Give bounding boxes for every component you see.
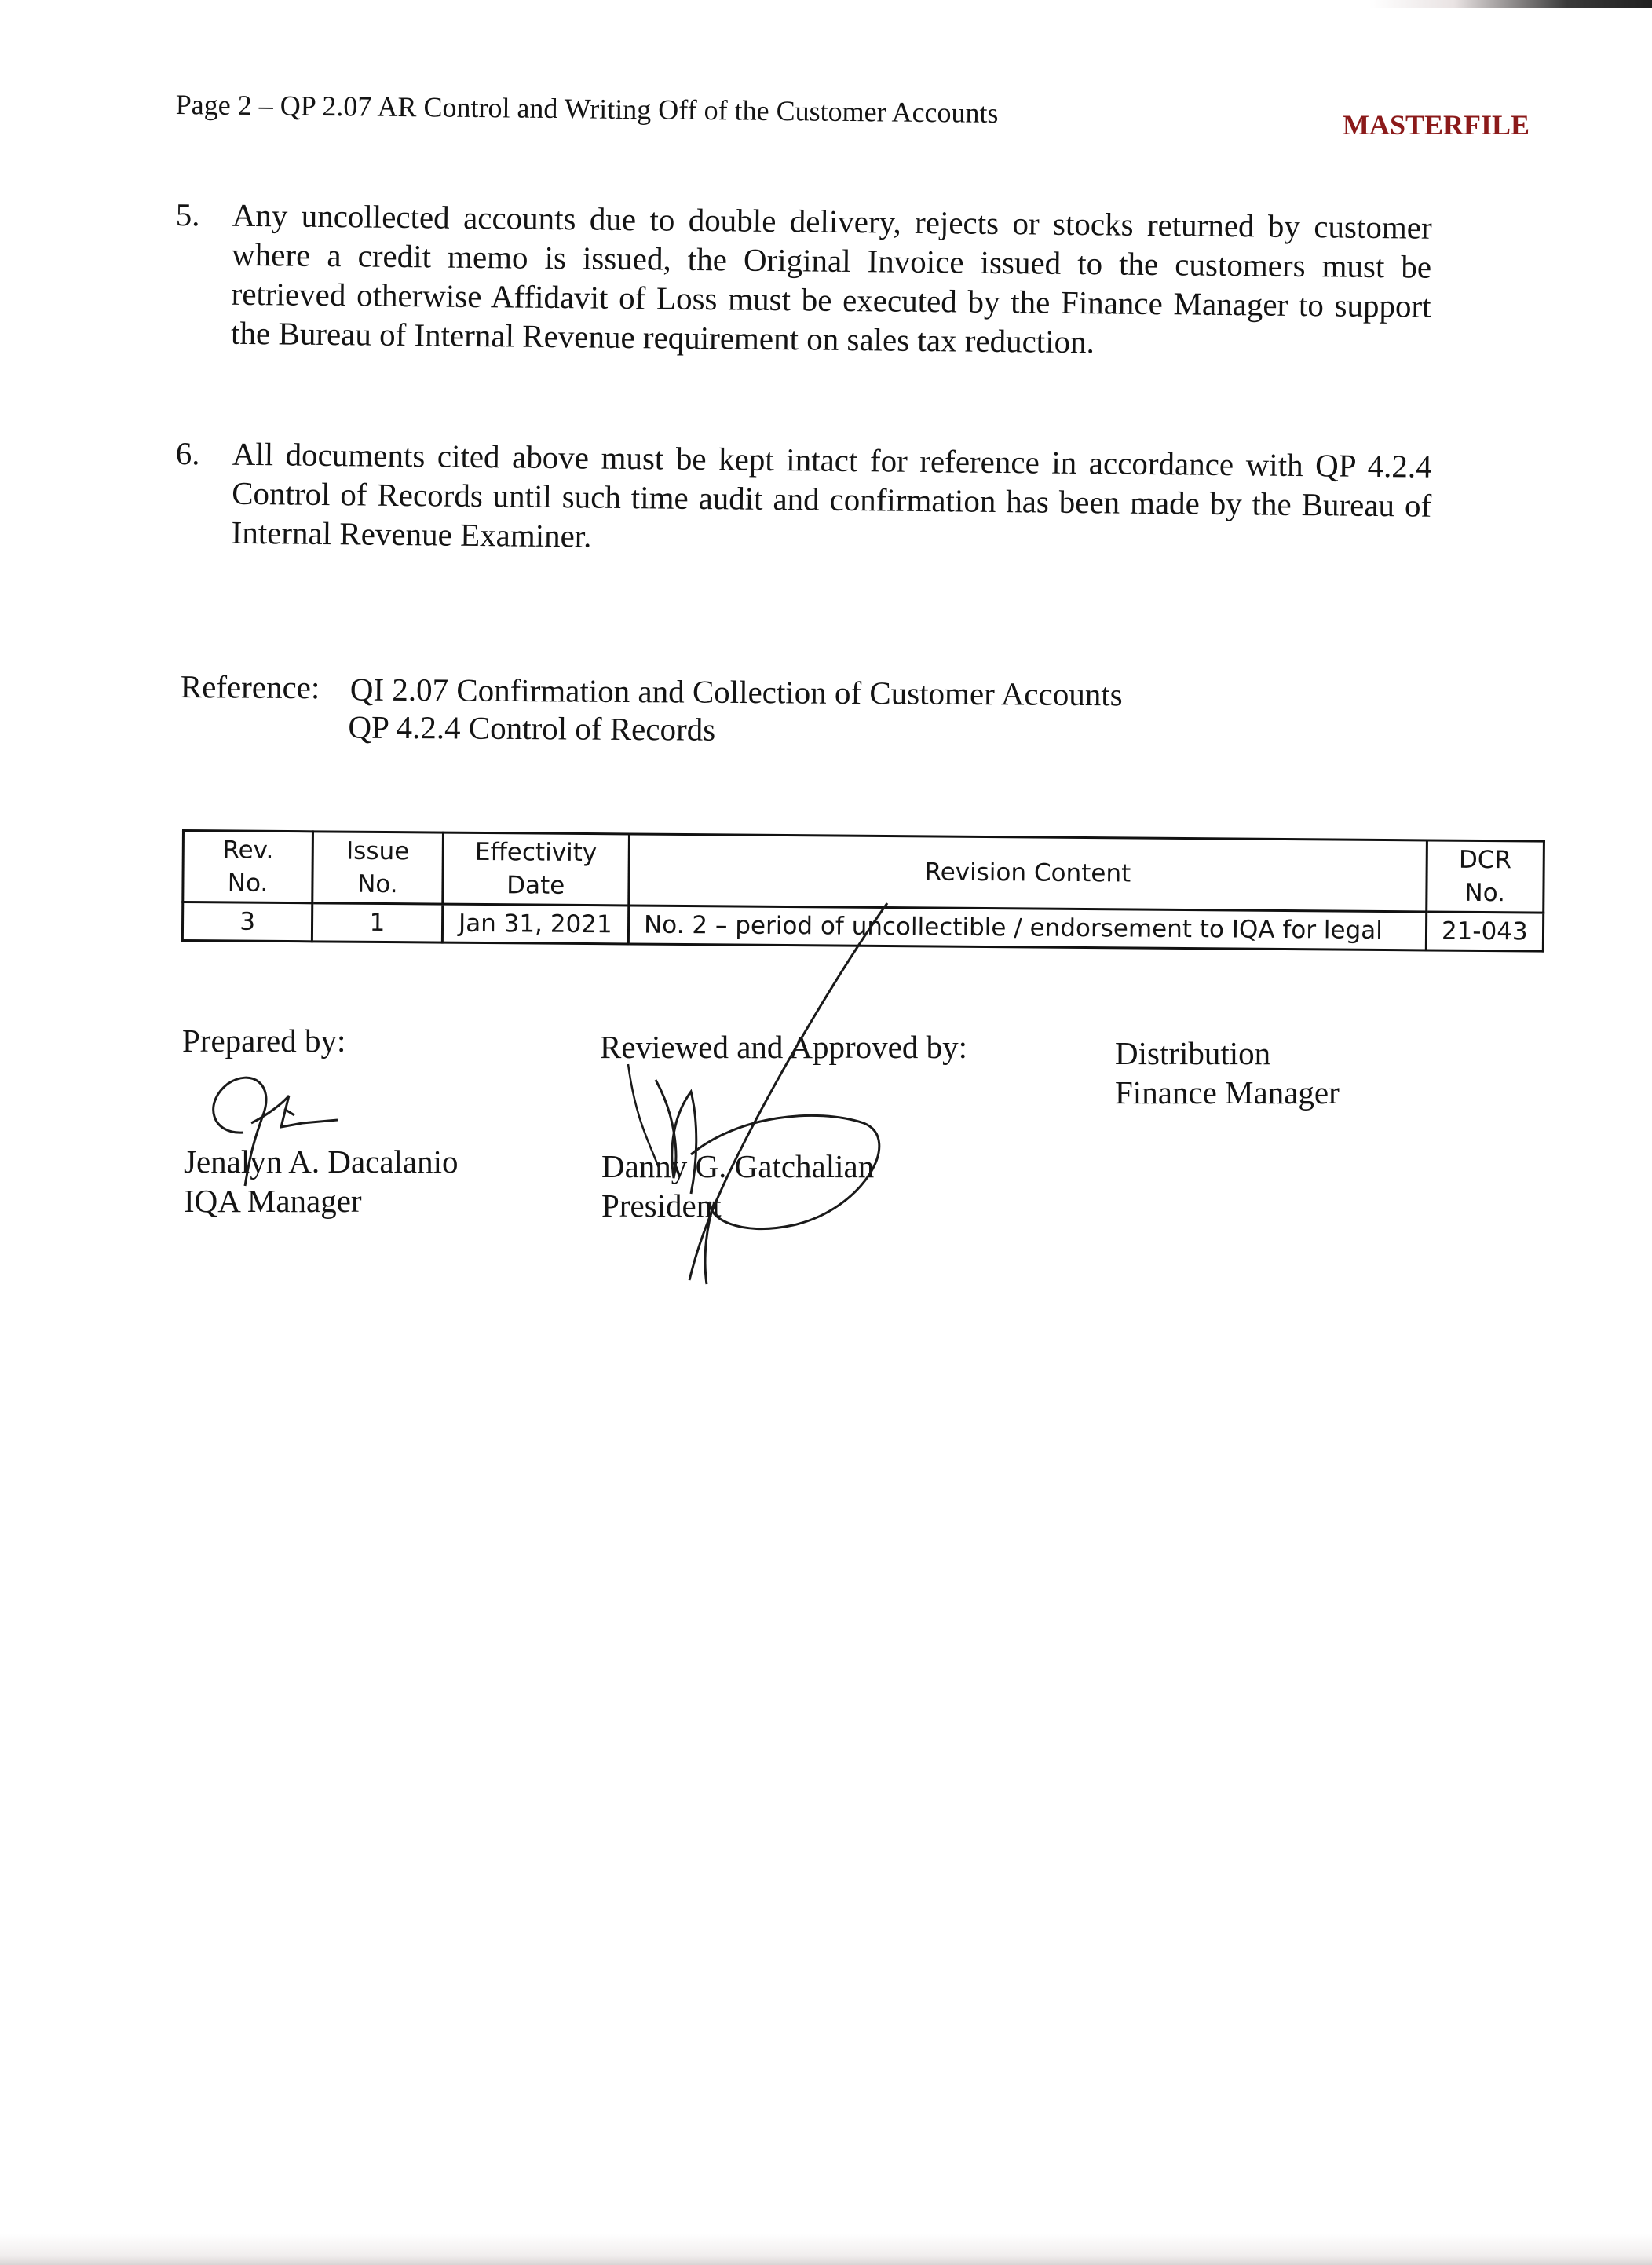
preparer-signature xyxy=(196,1060,353,1194)
cell-rev-no: 3 xyxy=(182,902,312,942)
list-item xyxy=(175,434,1432,554)
header-effectivity-date: Effectivity Date xyxy=(442,832,629,906)
cell-revision-content: No. 2 – period of uncollectible / endorsement to IQA for legal xyxy=(628,906,1426,950)
reference-line: QP 4.2.4 Control of Records xyxy=(348,708,716,748)
list-item xyxy=(175,195,1432,360)
distribution-recipient: Finance Manager xyxy=(1115,1074,1340,1111)
distribution-block xyxy=(1115,1034,1340,1112)
reviewer-name: Danny G. Gatchalian xyxy=(601,1148,875,1184)
reviewer-title: President xyxy=(601,1187,722,1224)
distribution-label: Distribution xyxy=(1115,1035,1271,1071)
page-header-title: Page 2 – QP 2.07 AR Control and Writing Off of the Customer Accounts xyxy=(175,88,999,129)
list-item-number: 5. xyxy=(175,196,200,233)
reference-line: QI 2.07 Confirmation and Collection of Customer Accounts xyxy=(349,671,1123,713)
header-rev-no: Rev. No. xyxy=(183,831,313,903)
scan-edge-shadow xyxy=(1369,0,1652,8)
cell-issue-no: 1 xyxy=(312,903,443,942)
header-dcr-no: DCR No. xyxy=(1426,840,1544,913)
reference-label: Reference: xyxy=(180,668,320,706)
scan-bottom-shadow xyxy=(0,2234,1652,2265)
prepared-by-block xyxy=(182,1021,459,1219)
reviewer-signature xyxy=(581,887,942,1296)
prepared-by-label: Prepared by: xyxy=(182,1023,346,1059)
header-issue-no: Issue No. xyxy=(312,832,443,904)
preparer-title: IQA Manager xyxy=(184,1183,362,1219)
reviewed-by-label: Reviewed and Approved by: xyxy=(600,1029,967,1065)
list-item-text: Any uncollected accounts due to double delivery, rejects or stocks returned by customer where a credit memo is issued, the Original Invoice issued to the customers must be retrieved otherwise Affidavit of Loss must be executed by the Finance Manager to support the Bureau of Internal Revenue requirement on sales tax reduction. xyxy=(230,196,1432,360)
cell-effectivity-date: Jan 31, 2021 xyxy=(442,904,629,944)
masterfile-stamp: MASTERFILE xyxy=(1343,109,1530,141)
list-item-text: All documents cited above must be kept intact for reference in accordance with QP 4.2.4 Control of Records until such time audit and confirmation has been made by the Bureau of Internal Revenue Examiner. xyxy=(231,435,1432,554)
preparer-name: Jenalyn A. Dacalanio xyxy=(184,1143,459,1180)
cell-dcr-no: 21-043 xyxy=(1426,912,1544,951)
header-revision-content: Revision Content xyxy=(629,834,1427,912)
list-item-number: 6. xyxy=(175,434,200,472)
